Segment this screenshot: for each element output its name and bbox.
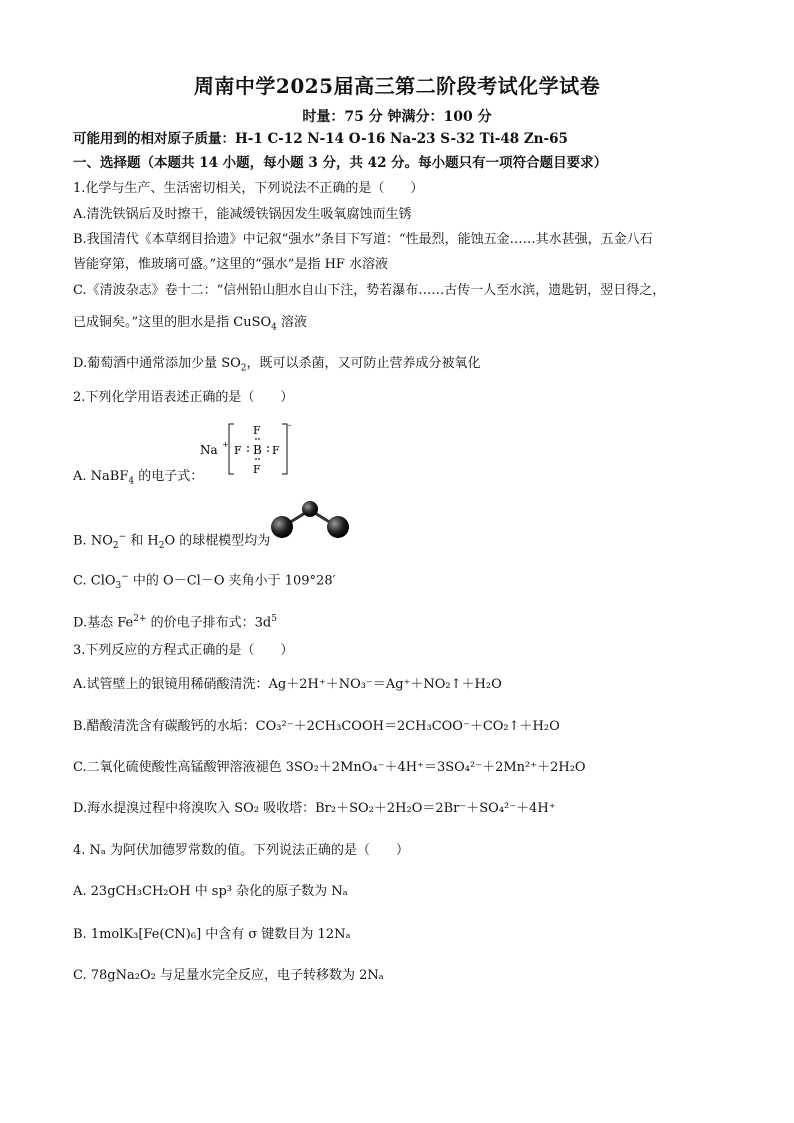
ball-stick-model bbox=[268, 498, 352, 540]
q4-stem: 4. Nₐ 为阿伏加德罗常数的值。下列说法正确的是（ ） bbox=[73, 843, 410, 858]
section-heading: 一、选择题（本题共 14 小题，每小题 3 分，共 42 分。每小题只有一项符合题目要求） bbox=[73, 155, 608, 171]
q1-option-b-line2: 皆能穿第，惟玻璃可盛。”这里的“强水”是指 HF 水溶液 bbox=[73, 257, 389, 272]
q3-option-a: A.试管壁上的银镜用稀硝酸清洗：Ag＋2H⁺＋NO₃⁻＝Ag⁺＋NO₂↑＋H₂O bbox=[73, 677, 502, 692]
q1-d-post: ，既可以杀菌，又可防止营养成分被氧化 bbox=[246, 356, 481, 371]
page-title: 周南中学2025届高三第二阶段考试化学试卷 bbox=[193, 74, 601, 98]
q2-option-a bbox=[73, 468, 203, 491]
q1-stem: 1.化学与生产、生活密切相关，下列说法不正确的是（ ） bbox=[73, 181, 424, 196]
q2-option-b bbox=[73, 528, 270, 555]
lewis-b: B bbox=[253, 443, 262, 457]
atomic-masses: 可能用到的相对原子质量：H-1 C-12 N-14 O-16 Na-23 S-32 Ti-48 Zn-65 bbox=[73, 131, 568, 147]
lewis-f-right: F bbox=[272, 444, 280, 457]
q1-option-c-line1: C.《清波杂志》卷十二：“信州铅山胆水自山下注，势若瀑布……古传一人至水滨，遗匙钥，翌日得之， bbox=[73, 283, 666, 298]
time-info: 时量：75 分 钟满分：100 分 bbox=[302, 109, 492, 125]
q4-option-b: B. 1molK₃[Fe(CN)₆] 中含有 σ 键数目为 12Nₐ bbox=[73, 927, 351, 942]
q2-a-sub: 4 bbox=[128, 476, 135, 487]
q2-c-text: C. ClO bbox=[73, 573, 116, 589]
q4-option-c: C. 78gNa₂O₂ 与足量水完全反应，电子转移数为 2Nₐ bbox=[73, 968, 384, 983]
q3-stem: 3.下列反应的方程式正确的是（ ） bbox=[73, 643, 294, 658]
q2-b-post: O 的球棍模型均为 bbox=[164, 533, 271, 549]
q2-d-sup2: 5 bbox=[271, 614, 277, 624]
q2-b-mid: 和 H bbox=[126, 533, 159, 549]
atom-right bbox=[327, 516, 349, 538]
q2-a-text: A. NaBF bbox=[73, 469, 129, 484]
lewis-anion-charge: - bbox=[288, 421, 292, 431]
lewis-f-left: F bbox=[234, 444, 242, 457]
lewis-right-bracket bbox=[282, 424, 287, 474]
q2-b-sup1: − bbox=[118, 532, 127, 542]
lewis-f-bottom: F bbox=[253, 463, 261, 476]
q2-c-sub: 3 bbox=[115, 580, 122, 591]
q2-d-text: D.基态 Fe bbox=[73, 615, 134, 631]
q2-b-sub1: 2 bbox=[112, 540, 119, 551]
q3-option-c: C.二氧化硫使酸性高锰酸钾溶液褪色 3SO₂＋2MnO₄⁻＋4H⁺＝3SO₄²⁻＋2Mn²⁺＋2H₂O bbox=[73, 760, 586, 775]
lewis-na: Na bbox=[200, 443, 218, 457]
q2-stem: 2.下列化学用语表述正确的是（ ） bbox=[73, 390, 294, 405]
q1-c2-post: 溶液 bbox=[276, 315, 308, 330]
q2-d-post: 的价电子排布式：3d bbox=[146, 615, 272, 631]
q4-option-a: A. 23gCH₃CH₂OH 中 sp³ 杂化的原子数为 Nₐ bbox=[73, 884, 348, 899]
q2-option-c bbox=[73, 568, 336, 595]
lewis-f-top: F bbox=[253, 424, 261, 437]
q2-d-sup: 2+ bbox=[133, 614, 147, 624]
nabf4-lewis-structure bbox=[198, 420, 298, 478]
q2-c-post: 中的 O－Cl－O 夹角小于 109°28′ bbox=[128, 573, 336, 589]
q1-d-sub: 2 bbox=[240, 363, 247, 374]
q2-b-text: B. NO bbox=[73, 533, 113, 549]
q2-c-sup: − bbox=[121, 572, 129, 582]
q1-c2-sub: 4 bbox=[271, 322, 277, 333]
q2-option-d bbox=[73, 610, 277, 632]
q1-d-text: D.葡萄酒中通常添加少量 SO bbox=[73, 356, 241, 371]
atom-center bbox=[302, 501, 318, 517]
lewis-na-charge: + bbox=[222, 440, 229, 449]
q3-option-b: B.醋酸清洗含有碳酸钙的水垢：CO₃²⁻＋2CH₃COOH＝2CH₃COO⁻＋CO₂↑＋H₂O bbox=[73, 719, 560, 734]
q3-option-d: D.海水提溴过程中将溴吹入 SO₂ 吸收塔：Br₂＋SO₂＋2H₂O＝2Br⁻＋SO₄²⁻＋4H⁺ bbox=[73, 801, 556, 816]
q1-c2-text: 已成铜矣。”这里的胆水是指 CuSO bbox=[73, 315, 272, 330]
q1-option-c-line2 bbox=[73, 314, 307, 337]
q1-option-d bbox=[73, 355, 481, 378]
q2-a-post: 的电子式： bbox=[134, 469, 204, 484]
atom-left bbox=[271, 516, 293, 538]
q1-option-a: A.清洗铁锅后及时擦干，能减缓铁锅因发生吸氧腐蚀而生锈 bbox=[73, 207, 412, 222]
q2-b-sub2: 2 bbox=[158, 540, 165, 551]
q1-option-b-line1: B.我国清代《本草纲目拾遗》中记叙“强水”条目下写道：“性最烈，能蚀五金……其水甚强，五金八石 bbox=[73, 232, 653, 247]
